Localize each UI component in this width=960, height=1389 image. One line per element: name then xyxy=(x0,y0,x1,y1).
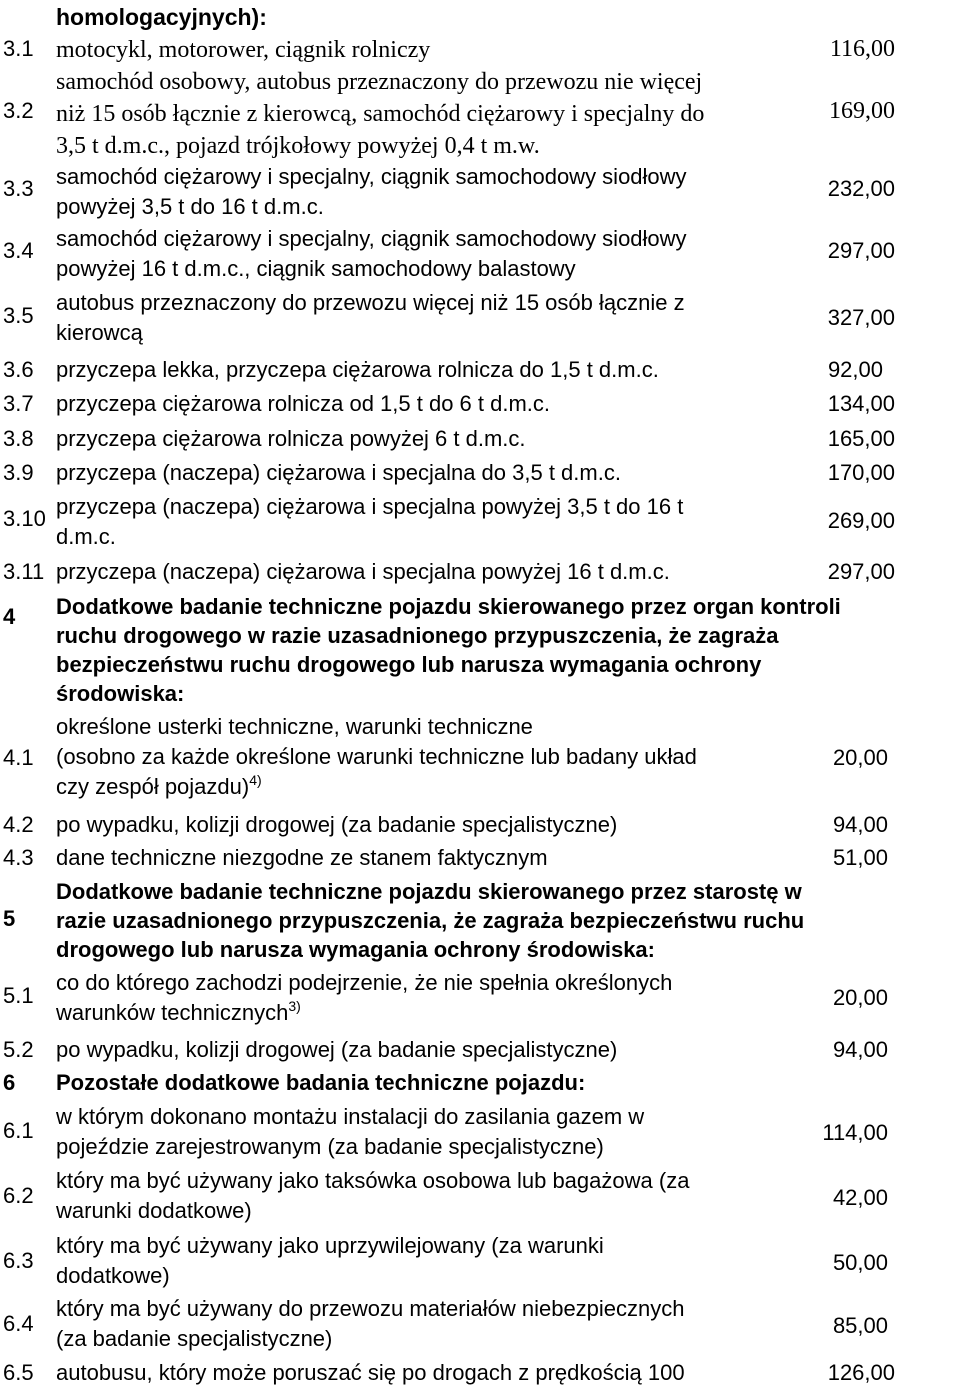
description-line: Dodatkowe badanie techniczne pojazdu skierowanego przez starostę w xyxy=(56,879,802,904)
footnote-marker: 3) xyxy=(288,998,301,1014)
description-line: kierowcą xyxy=(56,320,143,345)
description-line: pojeździe zarejestrowanym (za badanie specjalistyczne) xyxy=(56,1134,604,1159)
row-number: 4.3 xyxy=(3,845,34,870)
row-description xyxy=(56,877,804,964)
row-description xyxy=(56,557,670,587)
description-line: dane techniczne niezgodne ze stanem faktycznym xyxy=(56,845,548,870)
row-number: 3.7 xyxy=(3,391,34,416)
row-description xyxy=(56,458,621,488)
description-line: przyczepa lekka, przyczepa ciężarowa rolnicza do 1,5 t d.m.c. xyxy=(56,357,659,382)
row-number: 5.1 xyxy=(3,983,34,1008)
row-price: 94,00 xyxy=(832,812,888,837)
row-description xyxy=(56,843,548,873)
row-number: 6.1 xyxy=(3,1118,34,1143)
row-description xyxy=(56,810,617,840)
description-line: przyczepa ciężarowa rolnicza od 1,5 t do 6 t d.m.c. xyxy=(56,391,551,416)
description-line: który ma być używany do przewozu materiałów niebezpiecznych xyxy=(56,1296,685,1321)
description-line: samochód ciężarowy i specjalny, ciągnik samochodowy siodłowy xyxy=(56,226,687,251)
description-line: który ma być używany jako uprzywilejowany (za warunki xyxy=(56,1233,604,1258)
description-line: d.m.c. xyxy=(56,524,116,549)
description-line: samochód ciężarowy i specjalny, ciągnik samochodowy siodłowy xyxy=(56,164,687,189)
row-price: 232,00 xyxy=(827,176,895,201)
footnote-marker: 4) xyxy=(249,772,262,788)
row-description xyxy=(56,66,704,162)
row-price: 297,00 xyxy=(827,238,895,263)
row-price: 134,00 xyxy=(827,391,895,416)
description-line: który ma być używany jako taksówka osobowa lub bagażowa (za xyxy=(56,1168,690,1193)
row-description xyxy=(56,1035,617,1065)
description-line: powyżej 3,5 t do 16 t d.m.c. xyxy=(56,194,324,219)
description-line: (osobno za każde określone warunki techniczne lub badany układ xyxy=(56,744,697,769)
description-line: w którym dokonano montażu instalacji do zasilania gazem w xyxy=(56,1104,645,1129)
row-number: 3.8 xyxy=(3,426,34,451)
row-number: 3.9 xyxy=(3,460,34,485)
row-price: 116,00 xyxy=(829,36,895,62)
row-price: 269,00 xyxy=(827,508,895,533)
row-price: 42,00 xyxy=(832,1185,888,1210)
row-description xyxy=(56,162,687,222)
description-line: środowiska: xyxy=(56,681,185,706)
row-number: 3.6 xyxy=(3,357,34,382)
row-description xyxy=(56,1231,604,1291)
description-line: po wypadku, kolizji drogowej (za badanie specjalistyczne) xyxy=(56,1037,618,1062)
row-price: 165,00 xyxy=(827,426,895,451)
description-line: razie uzasadnionego przypuszczenia, że zagraża bezpieczeństwu ruchu xyxy=(56,908,805,933)
row-description xyxy=(56,424,526,454)
description-line: przyczepa (naczepa) ciężarowa i specjalna do 3,5 t d.m.c. xyxy=(56,460,621,485)
row-price: 85,00 xyxy=(832,1313,888,1338)
description-line: dodatkowe) xyxy=(56,1263,170,1288)
row-price: 327,00 xyxy=(827,305,895,330)
description-line: przyczepa (naczepa) ciężarowa i specjalna powyżej 3,5 t do 16 t xyxy=(56,494,684,519)
description-line: Pozostałe dodatkowe badania techniczne pojazdu: xyxy=(56,1070,586,1095)
row-price: 20,00 xyxy=(832,985,888,1010)
row-description xyxy=(56,1166,689,1226)
row-number: 6.2 xyxy=(3,1183,34,1208)
description-line-wrap xyxy=(56,772,697,802)
description-line: przyczepa ciężarowa rolnicza powyżej 6 t d.m.c. xyxy=(56,426,526,451)
row-number: 3.2 xyxy=(3,98,34,123)
description-line: przyczepa (naczepa) ciężarowa i specjalna powyżej 16 t d.m.c. xyxy=(56,559,670,584)
section-heading-tail: homologacyjnych): xyxy=(56,4,267,30)
description-line: 3,5 t d.m.c., pojazd trójkołowy powyżej 0,4 t m.w. xyxy=(56,133,540,159)
row-description xyxy=(56,224,687,284)
row-number: 3.3 xyxy=(3,176,34,201)
row-number: 5.2 xyxy=(3,1037,34,1062)
description-line: drogowego lub narusza wymagania ochrony środowiska: xyxy=(56,937,655,962)
row-price: 169,00 xyxy=(829,98,895,124)
row-description xyxy=(56,389,550,419)
description-line: niż 15 osób łącznie z kierowcą, samochód ciężarowy i specjalny do xyxy=(56,101,705,127)
description-line: ruchu drogowego w razie uzasadnionego przypuszczenia, że zagraża xyxy=(56,623,779,648)
description-line: autobusu, który może poruszać się po drogach z prędkością 100 xyxy=(56,1360,685,1385)
description-line: warunków technicznych xyxy=(56,1000,289,1025)
row-number: 5 xyxy=(3,906,16,931)
row-description xyxy=(56,34,430,66)
description-line-wrap xyxy=(56,998,672,1028)
row-number: 3.4 xyxy=(3,238,34,263)
row-price: 297,00 xyxy=(827,559,895,584)
row-number: 3.10 xyxy=(3,506,46,531)
row-number: 4 xyxy=(3,604,16,629)
row-price: 20,00 xyxy=(832,745,888,770)
row-number: 6.5 xyxy=(3,1360,34,1385)
row-price: 51,00 xyxy=(832,845,888,870)
description-line: powyżej 16 t d.m.c., ciągnik samochodowy balastowy xyxy=(56,256,576,281)
row-description xyxy=(56,1358,685,1388)
row-description xyxy=(56,712,697,802)
description-line: po wypadku, kolizji drogowej (za badanie specjalistyczne) xyxy=(56,812,618,837)
row-number: 6.4 xyxy=(3,1311,34,1336)
row-price: 94,00 xyxy=(832,1037,888,1062)
description-line: autobus przeznaczony do przewozu więcej niż 15 osób łącznie z xyxy=(56,290,685,315)
row-price: 114,00 xyxy=(822,1120,888,1145)
row-price: 92,00 xyxy=(827,357,883,382)
description-line: samochód osobowy, autobus przeznaczony do przewozu nie więcej xyxy=(56,69,703,95)
row-description xyxy=(56,1068,585,1098)
row-price: 50,00 xyxy=(832,1250,888,1275)
row-number: 6.3 xyxy=(3,1248,34,1273)
row-description xyxy=(56,592,841,708)
description-line: czy zespół pojazdu) xyxy=(56,774,250,799)
row-description xyxy=(56,1102,644,1162)
row-number: 4.1 xyxy=(3,745,34,770)
description-line: Dodatkowe badanie techniczne pojazdu skierowanego przez organ kontroli xyxy=(56,594,841,619)
row-description xyxy=(56,492,683,552)
row-number: 4.2 xyxy=(3,812,34,837)
row-description xyxy=(56,1294,685,1354)
row-number: 3.1 xyxy=(3,36,34,61)
row-description xyxy=(56,968,672,1028)
row-number: 3.5 xyxy=(3,303,34,328)
description-line: bezpieczeństwu ruchu drogowego lub narusza wymagania ochrony xyxy=(56,652,762,677)
row-number: 3.11 xyxy=(3,559,45,584)
description-line: warunki dodatkowe) xyxy=(56,1198,252,1223)
row-description xyxy=(56,355,659,385)
row-price: 126,00 xyxy=(827,1360,895,1385)
row-description xyxy=(56,288,685,348)
description-line: (za badanie specjalistyczne) xyxy=(56,1326,333,1351)
description-line: określone usterki techniczne, warunki techniczne xyxy=(56,714,533,739)
row-number: 6 xyxy=(3,1070,16,1095)
description-line: co do którego zachodzi podejrzenie, że nie spełnia określonych xyxy=(56,970,673,995)
row-price: 170,00 xyxy=(827,460,895,485)
description-line: motocykl, motorower, ciągnik rolniczy xyxy=(56,37,431,63)
